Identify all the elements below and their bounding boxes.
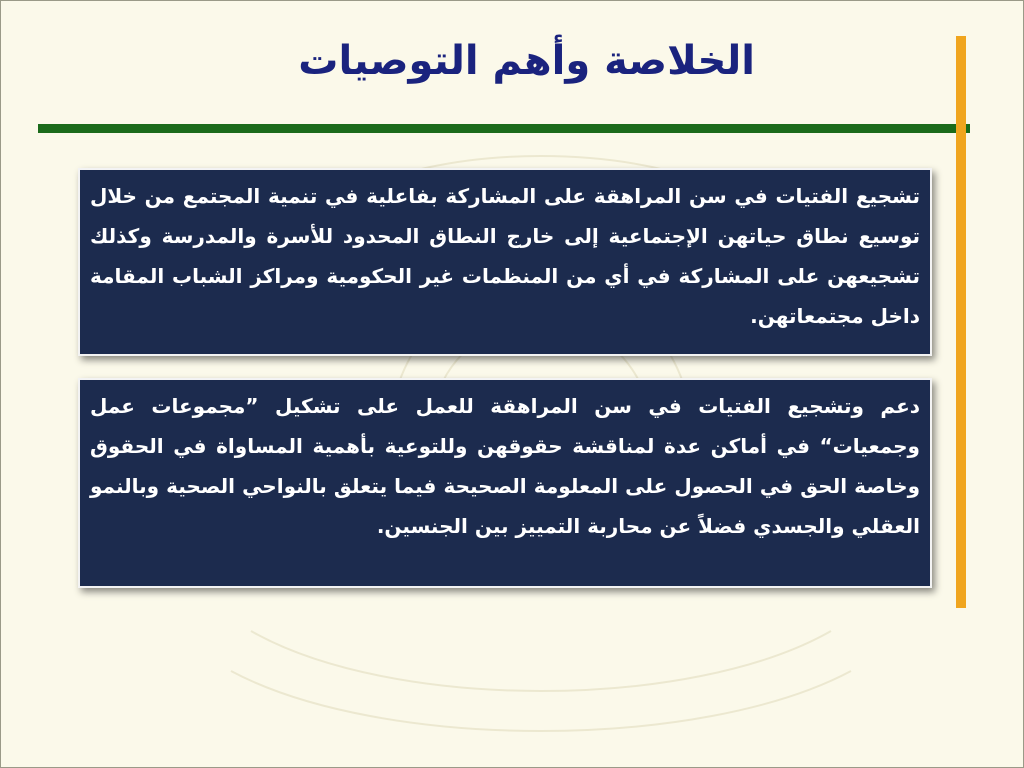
slide-title: الخلاصة وأهم التوصيات <box>298 38 755 84</box>
recommendation-box-2 <box>78 378 932 588</box>
title-divider <box>38 124 970 133</box>
recommendation-text-2: دعم وتشجيع الفتيات في سن المراهقة للعمل على تشكيل ”مجموعات عمل وجمعيات“ في أماكن عدة لمناقشة حقوقهن وللتوعية بأهمية المساواة في الحقوق وخاصة الحق في الحصول على المعلومة الصحيحة فيما يتعلق بالنواحي الصحية وبالنمو العقلي والجسدي فضلاً عن محاربة التمييز بين الجنسين. <box>90 394 920 538</box>
recommendation-text-1: تشجيع الفتيات في سن المراهقة على المشاركة بفاعلية في تنمية المجتمع من خلال توسيع نطاق حياتهن الإجتماعية إلى خارج النطاق المحدود للأسرة والمدرسة وكذلك تشجيعهن على المشاركة في أي من المنظمات غير الحكومية ومراكز الشباب المقامة داخل مجتمعاتهن. <box>90 184 920 328</box>
recommendation-box-1 <box>78 168 932 356</box>
vertical-accent-bar <box>956 36 966 608</box>
